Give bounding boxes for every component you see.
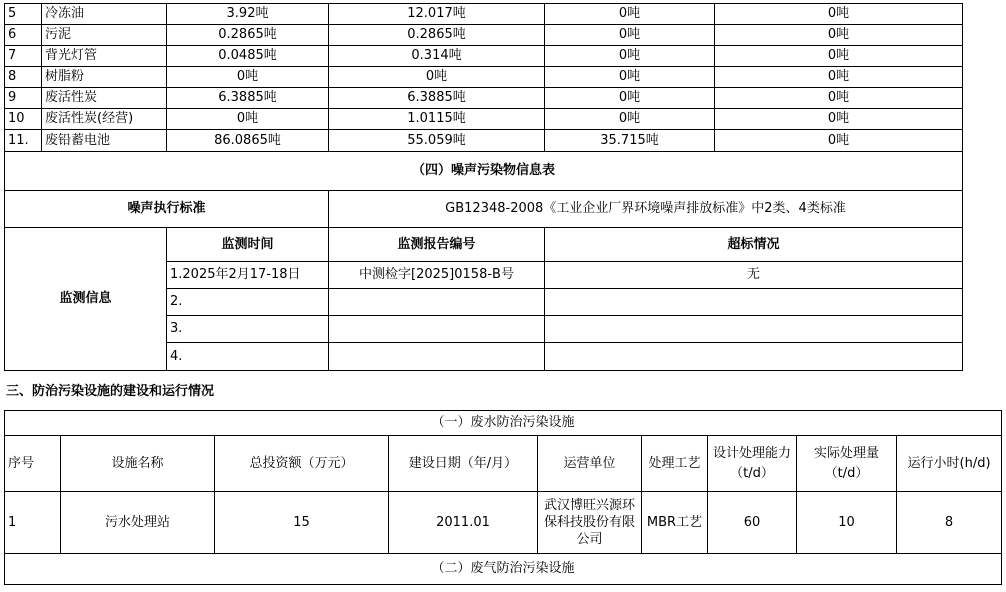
waste-value-4: 0吨	[715, 88, 963, 109]
waste-value-4: 0吨	[715, 4, 963, 25]
waste-name: 污泥	[42, 25, 167, 46]
waste-no: 5	[5, 4, 42, 25]
monitor-report-no: 中测检字[2025]0158-B号	[329, 262, 545, 289]
waste-no: 10	[5, 109, 42, 130]
facility-build-date: 2011.01	[389, 492, 538, 554]
waste-value-2: 0吨	[329, 67, 545, 88]
noise-standard-value: GB12348-2008《工业企业厂界环境噪声排放标准》中2类、4类标准	[329, 191, 963, 228]
wastewater-section-title: （一）废水防治污染设施	[5, 411, 1002, 436]
waste-row	[5, 109, 963, 130]
facility-design-capacity: 60	[708, 492, 797, 554]
waste-value-2: 12.017吨	[329, 4, 545, 25]
waste-value-1: 3.92吨	[167, 4, 329, 25]
waste-value-3: 0吨	[545, 67, 715, 88]
facility-actual-volume: 10	[797, 492, 897, 554]
section-heading: 三、防治污染设施的建设和运行情况	[6, 384, 215, 399]
facility-header-row	[5, 436, 1002, 492]
waste-value-3: 0吨	[545, 109, 715, 130]
waste-name: 废活性炭(经营)	[42, 109, 167, 130]
waste-value-1: 0吨	[167, 109, 329, 130]
waste-row	[5, 130, 963, 152]
header-build-date: 建设日期（年/月）	[389, 436, 538, 492]
waste-row	[5, 25, 963, 46]
noise-table-title: （四）噪声污染物信息表	[5, 152, 963, 191]
monitor-time-header: 监测时间	[167, 228, 329, 262]
monitor-time: 4.	[167, 343, 329, 371]
exceed-status	[545, 289, 963, 316]
exceed-status	[545, 343, 963, 371]
waste-value-1: 86.0865吨	[167, 130, 329, 152]
facility-name: 污水处理站	[61, 492, 215, 554]
waste-no: 6	[5, 25, 42, 46]
monitor-report-no	[329, 289, 545, 316]
waste-value-3: 0吨	[545, 46, 715, 67]
waste-name: 废铅蓄电池	[42, 130, 167, 152]
header-no: 序号	[5, 436, 61, 492]
waste-value-3: 35.715吨	[545, 130, 715, 152]
exceed-status	[545, 316, 963, 343]
waste-value-2: 6.3885吨	[329, 88, 545, 109]
waste-value-3: 0吨	[545, 25, 715, 46]
facility-table	[4, 410, 1002, 585]
monitor-time: 1.2025年2月17-18日	[167, 262, 329, 289]
waste-row	[5, 4, 963, 25]
monitor-report-header: 监测报告编号	[329, 228, 545, 262]
monitor-report-no	[329, 316, 545, 343]
waste-value-4: 0吨	[715, 46, 963, 67]
waste-value-2: 55.059吨	[329, 130, 545, 152]
header-facility-name: 设施名称	[61, 436, 215, 492]
waste-no: 9	[5, 88, 42, 109]
monitor-time: 3.	[167, 316, 329, 343]
waste-name: 废活性炭	[42, 88, 167, 109]
header-actual-volume: 实际处理量（t/d）	[797, 436, 897, 492]
facility-operator: 武汉博旺兴源环保科技股份有限公司	[538, 492, 642, 554]
pollutant-table	[4, 3, 963, 371]
header-operator: 运营单位	[538, 436, 642, 492]
waste-value-2: 0.314吨	[329, 46, 545, 67]
waste-row	[5, 46, 963, 67]
monitor-report-no	[329, 343, 545, 371]
header-run-hours: 运行小时(h/d)	[897, 436, 1002, 492]
monitor-info-label: 监测信息	[5, 228, 167, 371]
waste-value-3: 0吨	[545, 4, 715, 25]
exceed-header: 超标情况	[545, 228, 963, 262]
waste-value-4: 0吨	[715, 109, 963, 130]
header-investment: 总投资额（万元）	[215, 436, 389, 492]
monitor-time: 2.	[167, 289, 329, 316]
noise-section	[5, 152, 963, 371]
facility-no: 1	[5, 492, 61, 554]
facility-process: MBR工艺	[642, 492, 708, 554]
waste-no: 11.	[5, 130, 42, 152]
hazardous-waste-rows	[5, 4, 963, 152]
waste-value-3: 0吨	[545, 88, 715, 109]
waste-value-4: 0吨	[715, 130, 963, 152]
waste-no: 8	[5, 67, 42, 88]
waste-name: 树脂粉	[42, 67, 167, 88]
waste-name: 冷冻油	[42, 4, 167, 25]
waste-value-4: 0吨	[715, 25, 963, 46]
waste-row	[5, 67, 963, 88]
facility-run-hours: 8	[897, 492, 1002, 554]
header-design-capacity: 设计处理能力（t/d）	[708, 436, 797, 492]
waste-value-2: 1.0115吨	[329, 109, 545, 130]
waste-row	[5, 88, 963, 109]
header-process: 处理工艺	[642, 436, 708, 492]
waste-value-1: 0.2865吨	[167, 25, 329, 46]
waste-value-1: 0吨	[167, 67, 329, 88]
waste-value-4: 0吨	[715, 67, 963, 88]
exceed-status: 无	[545, 262, 963, 289]
waste-no: 7	[5, 46, 42, 67]
noise-standard-label: 噪声执行标准	[5, 191, 329, 228]
waste-gas-section-title: （二）废气防治污染设施	[5, 554, 1002, 585]
waste-value-1: 6.3885吨	[167, 88, 329, 109]
waste-value-1: 0.0485吨	[167, 46, 329, 67]
waste-value-2: 0.2865吨	[329, 25, 545, 46]
facility-investment: 15	[215, 492, 389, 554]
waste-name: 背光灯管	[42, 46, 167, 67]
